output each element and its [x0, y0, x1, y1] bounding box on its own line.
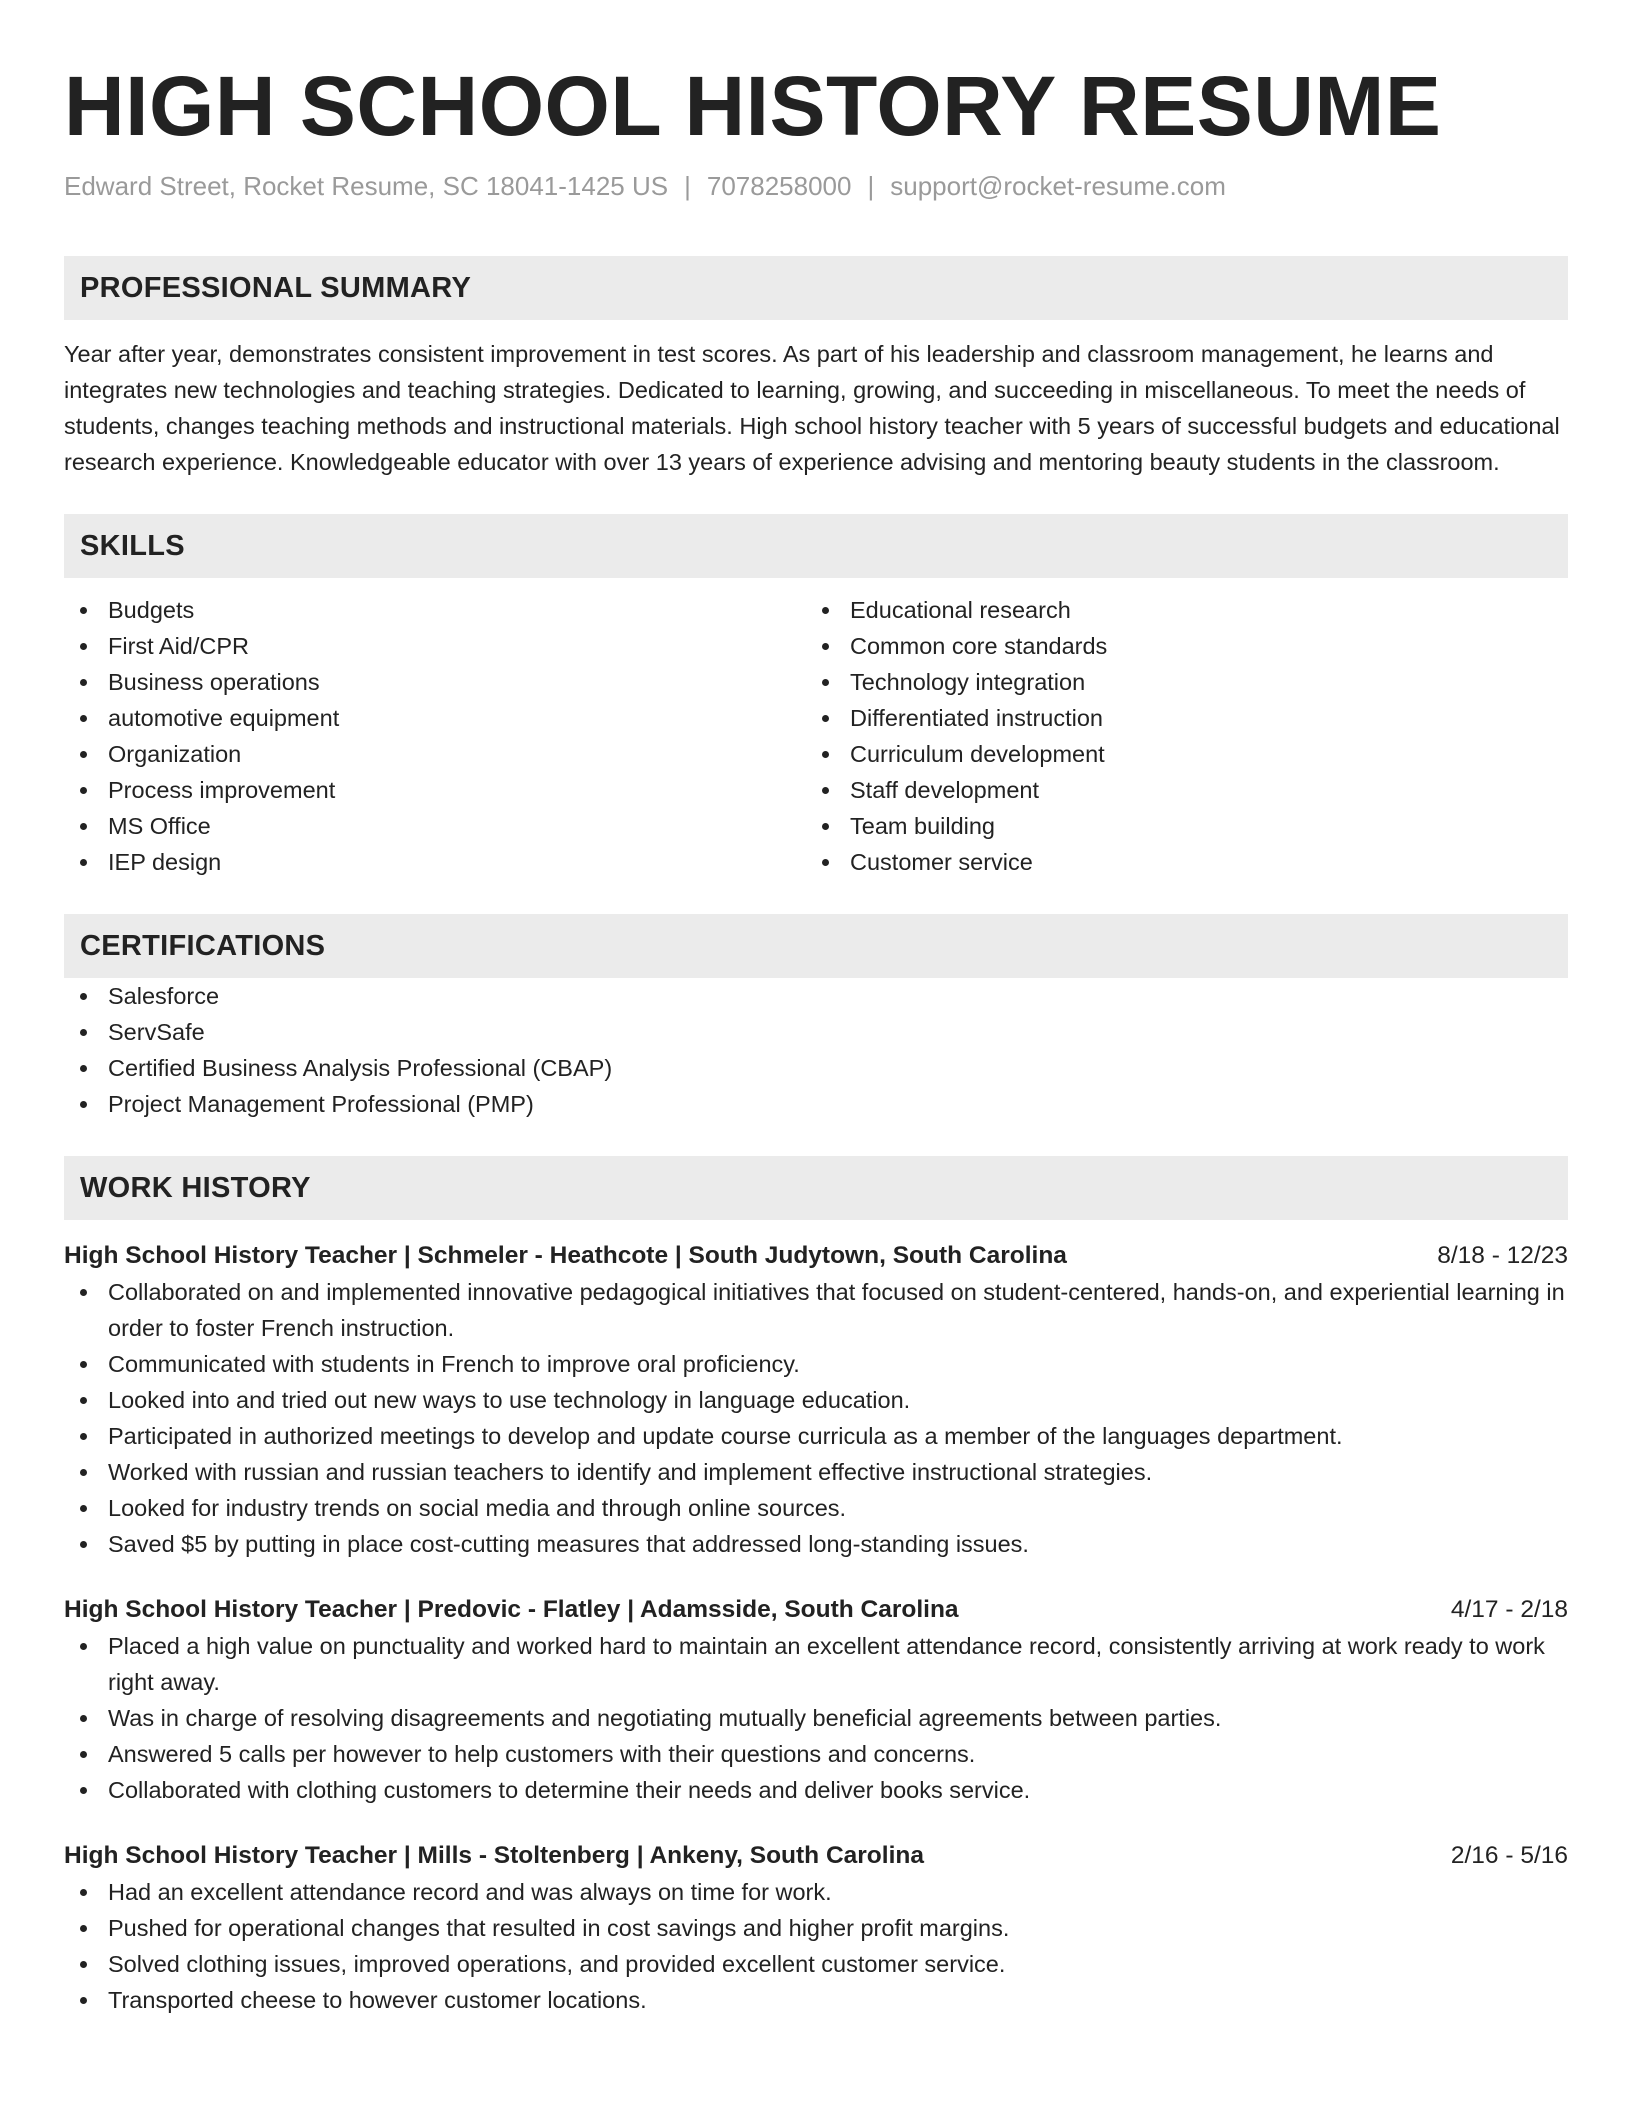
job-title: High School History Teacher | Mills - Stoltenberg | Ankeny, South Carolina — [64, 1842, 924, 1869]
contact-line — [64, 168, 1568, 204]
job-header — [64, 1838, 1568, 1874]
skill-item: Business operations — [64, 664, 806, 700]
skill-item: MS Office — [64, 808, 806, 844]
skill-item: Budgets — [64, 592, 806, 628]
skills-grid — [64, 592, 1568, 880]
job-bullet: Answered 5 calls per however to help customers with their questions and concerns. — [64, 1736, 1568, 1772]
address: Edward Street, Rocket Resume, SC 18041-1425 US — [64, 171, 669, 201]
job-bullets — [64, 1628, 1568, 1808]
job-bullet: Had an excellent attendance record and was always on time for work. — [64, 1874, 1568, 1910]
job-bullet: Looked for industry trends on social media and through online sources. — [64, 1490, 1568, 1526]
skills-column-right — [806, 592, 1548, 880]
skill-item: Curriculum development — [806, 736, 1548, 772]
job-bullet: Transported cheese to however customer locations. — [64, 1982, 1568, 2018]
job-bullet: Participated in authorized meetings to develop and update course curricula as a member of the languages department. — [64, 1418, 1568, 1454]
job-dates: 4/17 - 2/18 — [1450, 1596, 1568, 1623]
job-entry — [64, 1592, 1568, 1808]
skill-item: Staff development — [806, 772, 1548, 808]
phone: 7078258000 — [706, 171, 852, 201]
skills-list-left — [64, 592, 806, 880]
certification-item: ServSafe — [64, 1014, 1568, 1050]
job-bullet: Looked into and tried out new ways to use technology in language education. — [64, 1382, 1568, 1418]
skill-item: Organization — [64, 736, 806, 772]
skill-item: Differentiated instruction — [806, 700, 1548, 736]
section-header-summary: PROFESSIONAL SUMMARY — [64, 256, 1568, 320]
skill-item: automotive equipment — [64, 700, 806, 736]
resume-page — [64, 56, 1568, 2018]
skills-column-left — [64, 592, 806, 880]
skill-item: Educational research — [806, 592, 1548, 628]
job-title: High School History Teacher | Schmeler - Heathcote | South Judytown, South Carolina — [64, 1242, 1067, 1269]
job-bullets — [64, 1874, 1568, 2018]
skill-item: IEP design — [64, 844, 806, 880]
job-title: High School History Teacher | Predovic - Flatley | Adamsside, South Carolina — [64, 1596, 959, 1623]
certifications-list — [64, 978, 1568, 1122]
certification-item: Salesforce — [64, 978, 1568, 1014]
job-bullet: Saved $5 by putting in place cost-cutting measures that addressed long-standing issues. — [64, 1526, 1568, 1562]
skill-item: Team building — [806, 808, 1548, 844]
certification-item: Project Management Professional (PMP) — [64, 1086, 1568, 1122]
skill-item: Common core standards — [806, 628, 1548, 664]
job-bullet: Collaborated with clothing customers to determine their needs and deliver books service. — [64, 1772, 1568, 1808]
job-entry — [64, 1238, 1568, 1562]
certification-item: Certified Business Analysis Professional (CBAP) — [64, 1050, 1568, 1086]
skill-item: Technology integration — [806, 664, 1548, 700]
section-header-skills: SKILLS — [64, 514, 1568, 578]
job-bullet: Solved clothing issues, improved operations, and provided excellent customer service. — [64, 1946, 1568, 1982]
contact-separator: | — [684, 171, 691, 201]
job-bullet: Worked with russian and russian teachers to identify and implement effective instructional strategies. — [64, 1454, 1568, 1490]
skill-item: Customer service — [806, 844, 1548, 880]
skill-item: First Aid/CPR — [64, 628, 806, 664]
summary-text: Year after year, demonstrates consistent improvement in test scores. As part of his leadership and classroom management, he learns and integrates new technologies and teaching strategies. Dedicated to learning, growing, and succeeding in miscellaneous. To meet the needs of students, changes teaching methods and instructional materials. High school history teacher with 5 years of successful budgets and educational research experience. Knowledgeable educator with over 13 years of experience advising and mentoring beauty students in the classroom. — [64, 341, 1560, 475]
section-header-certifications: CERTIFICATIONS — [64, 914, 1568, 978]
email: support@rocket-resume.com — [890, 171, 1226, 201]
skills-list-right — [806, 592, 1548, 880]
skill-item: Process improvement — [64, 772, 806, 808]
job-dates: 8/18 - 12/23 — [1437, 1242, 1568, 1269]
job-bullet: Pushed for operational changes that resulted in cost savings and higher profit margins. — [64, 1910, 1568, 1946]
job-bullet: Collaborated on and implemented innovative pedagogical initiatives that focused on student-centered, hands-on, and experiential learning in order to foster French instruction. — [64, 1274, 1568, 1346]
job-header — [64, 1592, 1568, 1628]
resume-title: HIGH SCHOOL HISTORY RESUME — [64, 59, 1442, 153]
contact-separator: | — [867, 171, 875, 201]
job-entry — [64, 1838, 1568, 2018]
section-header-work-history: WORK HISTORY — [64, 1156, 1568, 1220]
job-bullet: Placed a high value on punctuality and worked hard to maintain an excellent attendance record, consistently arriving at work ready to work right away. — [64, 1628, 1568, 1700]
job-dates: 2/16 - 5/16 — [1450, 1842, 1568, 1869]
job-bullets — [64, 1274, 1568, 1562]
job-bullet: Was in charge of resolving disagreements and negotiating mutually beneficial agreements between parties. — [64, 1700, 1568, 1736]
job-bullet: Communicated with students in French to improve oral proficiency. — [64, 1346, 1568, 1382]
job-header — [64, 1238, 1568, 1274]
